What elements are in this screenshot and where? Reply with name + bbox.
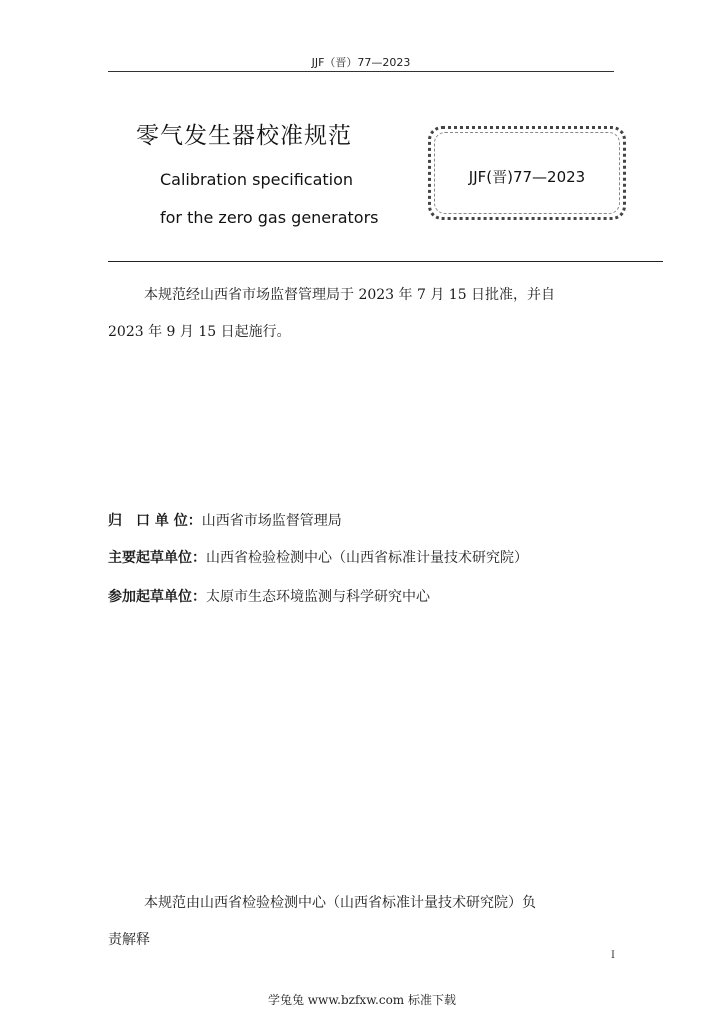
approval-line-2: 2023 年 9 月 15 日起施行。 (108, 324, 291, 340)
unit-value: 山西省市场监督管理局 (201, 513, 342, 529)
interpretation-line-2: 责解释 (108, 932, 150, 948)
unit-row-participating-drafter (108, 586, 430, 606)
title-chinese: 零气发生器校准规范 (136, 123, 352, 149)
unit-value: 太原市生态环境监测与科学研究中心 (206, 589, 430, 605)
footer-watermark: 学兔兔 www.bzfxw.com 标准下载 (267, 993, 457, 1007)
unit-value: 山西省检验检测中心（山西省标准计量技术研究院） (206, 550, 528, 566)
approval-line-1: 本规范经山西省市场监督管理局于 2023 年 7 月 15 日批准，并自 (144, 287, 556, 303)
header-divider (108, 71, 614, 72)
interpretation-statement (108, 885, 638, 959)
approval-statement (108, 277, 633, 351)
page-number: I (611, 950, 615, 961)
standard-code: JJF(晋)77—2023 (468, 168, 586, 186)
unit-row-responsible (108, 510, 342, 530)
unit-row-main-drafter (108, 547, 528, 567)
title-english-line-1: Calibration specification (160, 170, 354, 189)
unit-label: 主要起草单位： (108, 550, 206, 566)
header-standard-code: JJF（晋）77—2023 (311, 56, 411, 69)
interpretation-line-1: 本规范由山西省检验检测中心（山西省标准计量技术研究院）负 (144, 895, 536, 911)
title-divider (108, 261, 663, 262)
unit-label: 参加起草单位： (108, 589, 206, 605)
title-english-line-2: for the zero gas generators (160, 208, 379, 227)
unit-label: 归 口 单 位： (108, 513, 202, 529)
